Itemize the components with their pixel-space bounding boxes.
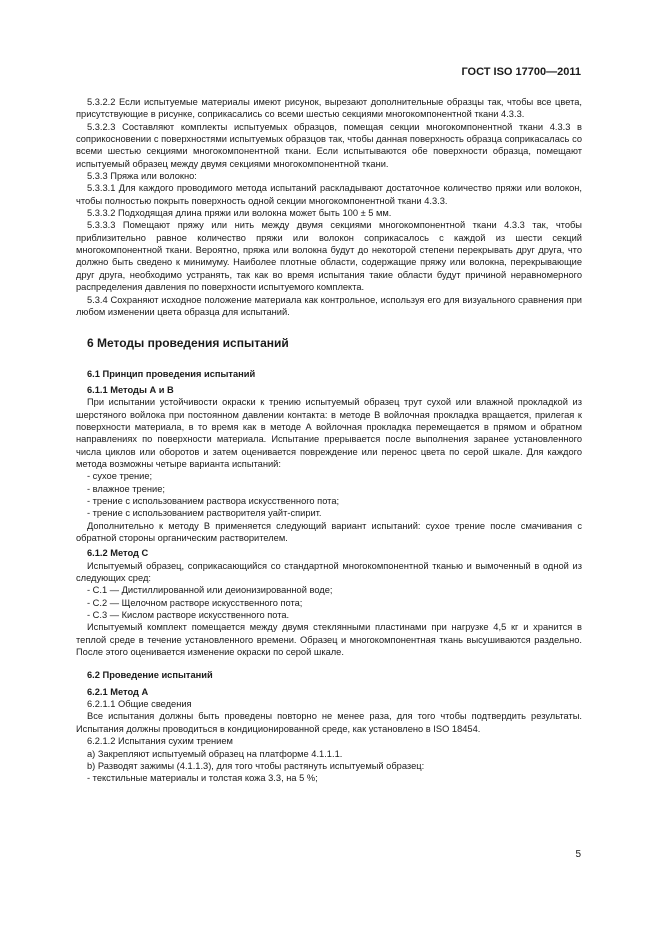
- paragraph: - трение с использованием раствора искусственного пота;: [87, 495, 340, 506]
- paragraph: - текстильные материалы и толстая кожа 3.3, на 5 %;: [87, 773, 318, 784]
- paragraph: 6 Методы проведения испытаний: [87, 336, 289, 351]
- paragraph: 6.1 Принцип проведения испытаний: [87, 368, 256, 379]
- paragraph: 5.3.2.3 Составляют комплекты испытуемых образцов, помещая секции многокомпонентной ткани 4.3.3 в соприкосновении с поверхностями испытуемых образцов так, чтобы данная поверхность образца соприкасалась со всеми шестью секциями многокомпонентной ткани. Если испытываются обе поверхности образца, помещают испытуемый образец между двумя секциями многокомпонентной ткани.: [76, 121, 582, 169]
- paragraph: 6.1.1 Методы А и В: [87, 384, 174, 395]
- paragraph: - С.1 — Дистиллированной или деионизированной воде;: [87, 585, 333, 596]
- paragraph: 6.1.2 Метод С: [87, 548, 149, 559]
- document-header: ГОСТ ISO 17700—2011: [461, 66, 581, 78]
- paragraph: 6.2.1.1 Общие сведения: [87, 699, 192, 710]
- paragraph: Испытуемый комплект помещается между двумя стеклянными пластинами при нагрузке 4,5 кг и хранится в теплой среде в течение установленного времени. Образец и многокомпонентная ткань высушиваются раздельно. После этого оценивается изменение окраски по серой шкале.: [76, 622, 582, 658]
- paragraph: - трение с использованием растворителя уайт-спирит.: [87, 508, 322, 519]
- paragraph: - сухое трение;: [87, 471, 153, 482]
- paragraph: Все испытания должны быть проведены повторно не менее раза, для того чтобы подтвердить результаты. Испытания должны проводиться в кондиционированной среде, как установлено в ISO 18454.: [76, 711, 582, 734]
- paragraph: 6.2.1 Метод А: [87, 686, 149, 697]
- paragraph: - С.2 — Щелочном растворе искусственного пота;: [87, 597, 303, 608]
- paragraph: 5.3.4 Сохраняют исходное положение материала как контрольное, используя его для визуального сравнения при любом изменении цвета образца для испытаний.: [76, 294, 582, 317]
- paragraph: 6.2 Проведение испытаний: [87, 670, 213, 681]
- paragraph: 5.3.3.3 Помещают пряжу или нить между двумя секциями многокомпонентной ткани 4.3.3 так, чтобы приблизительно равное количество пряжи или волокон соприкасалось с каждой из шести секций многокомпонентной ткани. Вероятно, пряжа или волокна будут до некоторой степени перекрывать друг друга, что должно быть сведено к минимуму. Наиболее плотные области, содержащие пряжу или волокна, перекрывающие друг друга, необходимо устранять, так как во время испытания такие области будут причиной неравномерного распределения давления по поверхности испытуемого комплекта.: [76, 220, 582, 293]
- document-body: [76, 96, 582, 785]
- paragraph: 5.3.2.2 Если испытуемые материалы имеют рисунок, вырезают дополнительные образцы так, чтобы все цвета, присутствующие в рисунке, соприкасались со всеми шестью секциями многокомпонентной ткани 4.3.3.: [76, 97, 582, 120]
- paragraph: 5.3.3 Пряжа или волокно:: [87, 171, 197, 182]
- paragraph: а) Закрепляют испытуемый образец на платформе 4.1.1.1.: [87, 748, 343, 759]
- paragraph: При испытании устойчивости окраски к трению испытуемый образец трут сухой или влажной прокладкой из шерстяного войлока при постоянном давлении контакта: в методе В войлочная прокладка вращается, прилегая к поверхности материала, в то время как в методе А войлочная прокладка перемещается в прямом и обратном направлениях по поверхности материала. Испытание прерывается после выполнения заранее установленного числа циклов или оборотов и затем оценивается повреждение или перенос цвета по серой шкале. Для каждого метода возможны четыре варианта испытаний:: [76, 397, 582, 469]
- paragraph: 5.3.3.2 Подходящая длина пряжи или волокна может быть 100 ± 5 мм.: [87, 208, 392, 219]
- paragraph: Испытуемый образец, соприкасающийся со стандартной многокомпонентной тканью и вымоченный в одной из следующих сред:: [76, 560, 582, 584]
- paragraph: Дополнительно к методу В применяется следующий вариант испытаний: сухое трение после смачивания с обратной стороны органическим растворителем.: [76, 520, 582, 543]
- paragraph: - влажное трение;: [87, 483, 165, 494]
- paragraph: 6.2.1.2 Испытания сухим трением: [87, 736, 233, 747]
- paragraph: b) Разводят зажимы (4.1.1.3), для того чтобы растянуть испытуемый образец:: [87, 760, 425, 771]
- paragraph: 5.3.3.1 Для каждого проводимого метода испытаний раскладывают достаточное количество пряжи или волокон, чтобы полностью покрыть поверхность одной секции многокомпонентной ткани 4.3.3.: [76, 183, 582, 206]
- page-number: 5: [575, 849, 581, 860]
- paragraph: - С.3 — Кислом растворе искусственного пота.: [87, 610, 290, 621]
